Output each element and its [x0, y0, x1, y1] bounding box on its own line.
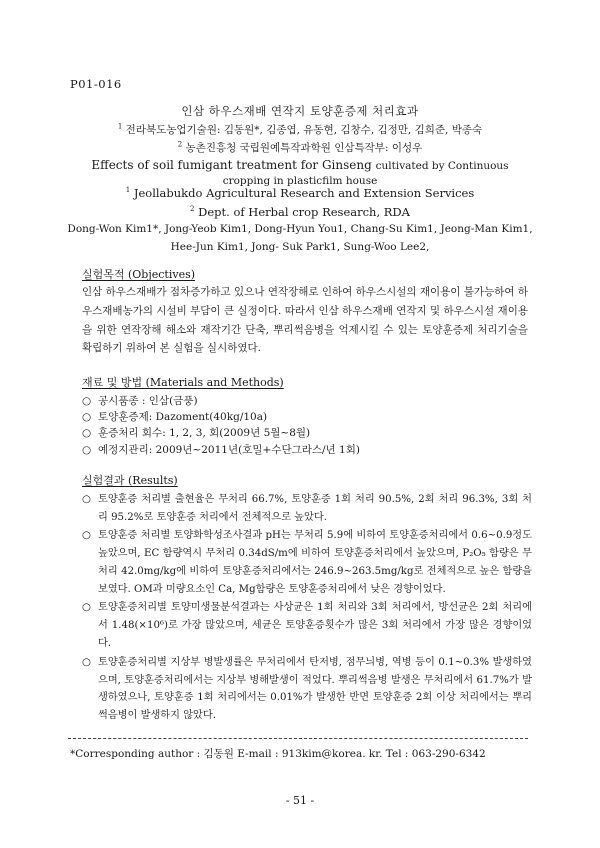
- list-item: [82, 409, 532, 425]
- affiliation-korean: [0, 140, 600, 155]
- bullet-circle-icon: ○: [82, 395, 92, 407]
- affil-marker-2: 2: [177, 140, 183, 149]
- authors-english-line1: Dong-Won Kim1*, Jong-Yeob Kim1, Dong-Hyun You1, Chang-Su Kim1, Jeong-Man Kim1,: [67, 223, 533, 235]
- affil-marker-2b: 2: [190, 205, 195, 214]
- title-english: [0, 158, 600, 188]
- list-item: [82, 527, 532, 599]
- affiliation-english-2-text: Dept. of Herbal crop Research, RDA: [198, 205, 410, 219]
- title-korean: 인삼 하우스재배 연작지 토양훈증제 처리효과: [181, 104, 419, 118]
- list-item: [82, 393, 532, 409]
- list-item-text: 토양훈증 처리별 출현율은 무처리 66.7%, 토양훈증 1회 처리 90.5%, 2회 처리 96.3%, 3회 처리 95.2%로 토양훈증 처리에서 전체적으로 높았다.: [98, 494, 532, 523]
- authors-english-line2: Hee-Jun Kim1, Jong- Suk Park1, Sung-Woo Lee2,: [170, 241, 430, 253]
- title-english-line1-small: cultivated by Continuous: [375, 160, 509, 172]
- list-item: [82, 599, 532, 653]
- list-item: [82, 442, 532, 458]
- bullet-circle-icon: ○: [82, 427, 92, 440]
- objectives-body: 인삼 하우스재배가 점차증가하고 있으나 연작장해로 인하여 하우스시설의 재이용이 불가능하여 하우스재배농가의 시설비 부담이 큰 실정이다. 따라서 인삼 하우스재배 연작지 및 하우스시설 재이용을 위한 연작장해 해소와 재작기간 단축, 뿌리썩음병을 억제시킬 수 있는 토양훈증제 처리기술을 확립하기 위하여 본 실험을 실시하였다.: [82, 286, 528, 355]
- page-number: - 51 -: [285, 794, 315, 807]
- bullet-circle-icon: ○: [82, 411, 92, 424]
- bullet-circle-icon: ○: [82, 656, 91, 668]
- affil-marker-1: 1: [117, 122, 123, 131]
- abstract-code: P01-016: [70, 77, 122, 91]
- materials-list: [82, 393, 532, 458]
- bullet-circle-icon: ○: [82, 530, 91, 542]
- bullet-circle-icon: ○: [82, 494, 91, 505]
- results-list: [82, 491, 532, 726]
- corresponding-author: *Corresponding author : 김동원 E-mail : 913kim@korea. kr. Tel : 063-290-6342: [70, 748, 486, 760]
- list-item-text: 공시품종 : 인삼(금풍): [98, 395, 198, 407]
- list-item-text: 토양훈증제: Dazoment(40kg/10a): [98, 411, 268, 424]
- list-item-text: 예정지관리: 2009년~2011년(호밀+수단그라스/년 1회): [98, 443, 360, 456]
- footer-divider: [68, 738, 528, 739]
- list-item-text: 토양훈증 처리별 토양화학성조사결과 pH는 무처리 5.9에 비하여 토양훈증처리에서 0.6~0.9정도 높았으며, EC 함량역시 무처리 0.34dS/m에 비하여 토양훈증처리에서 높았으며, P₂O₅ 함량은 무처리 42.0mg/kg에 비하여 토양훈증처리에서는 246.9~263.5mg/kg로 전체적으로 높은 함량을 보였다. OM과 미량요소인 Ca, Mg함량은 토양훈증처리에서 낮은 경향이었다.: [98, 530, 532, 596]
- list-item-text: 토양훈증처리별 지상부 병발생률은 무처리에서 탄저병, 점무늬병, 역병 등이 0.1~0.3% 발생하였으며, 토양훈증처리에서는 지상부 병해발생이 적었다. 뿌리썩음병 발생은 무처리에서 61.7%가 발생하였으나, 토양훈증 1회 처리에서는 0.01%가 발생한 반면 토양훈증 2회 이상 처리에서는 뿌리썩음병이 발생하지 않았다.: [98, 656, 532, 722]
- affiliation-english-2: [0, 205, 600, 219]
- title-english-line1: Effects of soil fumigant treatment for Ginseng: [91, 158, 372, 172]
- authors-korean: [0, 122, 600, 137]
- affiliation-english-1: [0, 186, 600, 200]
- list-item: [82, 654, 532, 726]
- list-item-text: 토양훈증처리별 토양미생물분석결과는 사상균은 1회 처리와 3회 처리에서, 방선균은 2회 처리에서 1.48(×10⁶)로 가장 많았으며, 세균은 토양훈증횟수가 많은 3회 처리에서 가장 많은 경향이었다.: [98, 602, 532, 650]
- list-item: [82, 425, 532, 441]
- authors-korean-text: 전라북도농업기술원: 김동원*, 김종엽, 유동현, 김창수, 김정만, 김희준, 박종숙: [125, 124, 483, 136]
- affiliation-korean-text: 농촌진흥청 국립원예특작과학원 인삼특작부: 이성우: [185, 142, 423, 154]
- bullet-circle-icon: ○: [82, 602, 91, 614]
- list-item: [82, 491, 532, 527]
- materials-heading: 재료 및 방법 (Materials and Methods): [82, 376, 284, 389]
- affil-marker-1b: 1: [125, 186, 131, 195]
- affiliation-english-1-text: Jeollabukdo Agricultural Research and Extension Services: [133, 186, 475, 200]
- results-heading: 실험결과 (Results): [82, 474, 178, 487]
- title-english-line2: cropping in plasticfilm house: [222, 175, 378, 187]
- list-item-text: 훈증처리 회수: 1, 2, 3, 회(2009년 5월~8월): [98, 427, 311, 440]
- bullet-circle-icon: ○: [82, 443, 92, 456]
- objectives-heading: 실험목적 (Objectives): [82, 268, 196, 281]
